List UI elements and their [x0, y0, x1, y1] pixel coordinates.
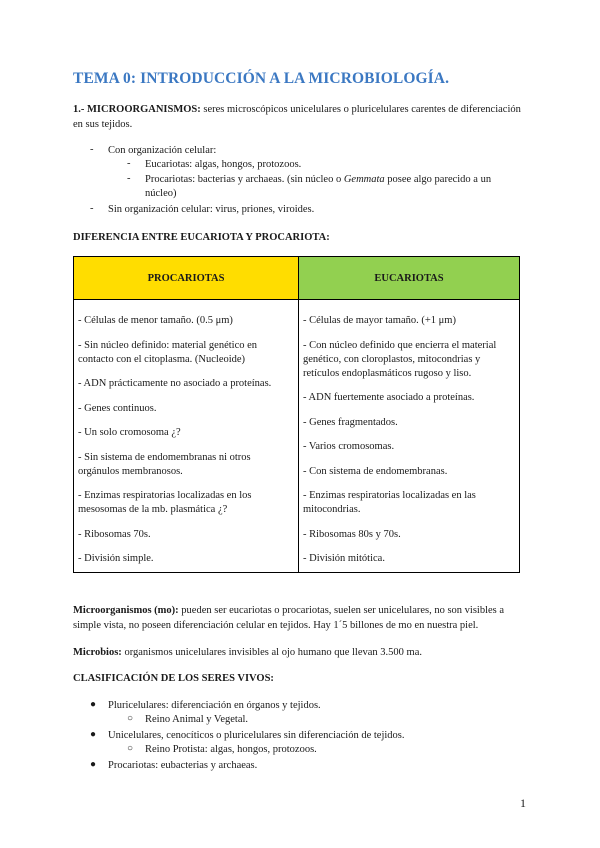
circle-bullet-icon: ○	[127, 713, 134, 724]
mo-label: Microorganismos (mo):	[73, 605, 179, 616]
table-row: - Ribosomas 80s y 70s.	[303, 528, 401, 540]
gemmata-term: Gemmata	[343, 174, 385, 185]
section1-text: seres microscópicos unicelulares o pluricelulares carentes de diferenciación en sus tejidos.	[73, 104, 521, 130]
list-item: Pluricelulares: diferenciación en órganos y tejidos.	[108, 700, 321, 711]
table-row: - División mitótica.	[303, 553, 385, 564]
table-row: - Células de menor tamaño. (0.5 μm)	[78, 315, 233, 326]
table-row: - Genes continuos.	[78, 402, 157, 414]
table-row: - Un solo cromosoma ¿?	[78, 427, 181, 438]
header-procariotas: PROCARIOTAS	[74, 257, 299, 300]
table-row: - Ribosomas 70s.	[78, 528, 151, 540]
microbios-text: organismos unicelulares invisibles al ojo humano que llevan 3.500 ma.	[121, 647, 422, 658]
eucariotas-cell	[299, 300, 520, 573]
table-row: - Sin sistema de endomembranas ni otros orgánulos membranosos.	[78, 451, 251, 477]
clasif-heading: CLASIFICACIÓN DE LOS SERES VIVOS:	[73, 673, 274, 684]
list-item: Reino Protista: algas, hongos, protozoos.	[145, 744, 317, 755]
circle-bullet-icon: ○	[127, 743, 134, 754]
table-row: - ADN prácticamente no asociado a proteínas.	[78, 378, 272, 389]
table-row: - Enzimas respiratorias localizadas en las mitocondrias.	[303, 490, 476, 515]
comparison-table	[73, 256, 520, 573]
mo-paragraph	[73, 603, 521, 633]
table-row: - División simple.	[78, 553, 154, 564]
mo-text: pueden ser eucariotas o procariotas, suelen ser unicelulares, no son visibles a simple vista, no poseen diferenciación celular en tejidos. Hay 1´5 billones de mo en nuestra piel.	[73, 605, 505, 631]
table-row: - Con núcleo definido que encierra el material genético, con cloroplastos, mitocondrias y retículos endoplasmáticos rugoso y liso.	[303, 339, 497, 379]
list-item: Eucariotas: algas, hongos, protozoos.	[145, 159, 302, 170]
microbios-paragraph	[73, 645, 523, 660]
table-row: - Con sistema de endomembranas.	[303, 465, 448, 477]
header-eucariotas: EUCARIOTAS	[299, 257, 520, 300]
page-title: TEMA 0: INTRODUCCIÓN A LA MICROBIOLOGÍA.	[73, 70, 450, 87]
table-row: - ADN fuertemente asociado a proteínas.	[303, 392, 475, 403]
microbios-label: Microbios:	[73, 647, 122, 658]
bullet-icon: ●	[90, 759, 97, 770]
bullet-icon: ●	[90, 729, 97, 740]
list-item: Unicelulares, cenocíticos o pluricelulares sin diferenciación de tejidos.	[108, 730, 405, 741]
list-item: Con organización celular:	[108, 145, 217, 156]
table-row: - Varios cromosomas.	[303, 441, 395, 452]
list-item: Procariotas: bacterias y archaeas. (sin núcleo o Gemmata posee algo parecido a un núcleo)	[145, 174, 492, 199]
table-row: - Enzimas respiratorias localizadas en los mesosomas de la mb. plasmática ¿?	[78, 490, 252, 515]
table-row: - Células de mayor tamaño. (+1 μm)	[303, 315, 456, 326]
bullet-icon: ●	[90, 699, 97, 710]
section1-paragraph	[73, 102, 523, 132]
page-number: 1	[520, 796, 526, 810]
list-item: Reino Animal y Vegetal.	[145, 714, 249, 725]
procariotas-cell	[74, 300, 299, 573]
table-row: - Sin núcleo definido: material genético en contacto con el citoplasma. (Nucleoide)	[78, 339, 258, 365]
list-item: Sin organización celular: virus, priones, viroides.	[108, 204, 315, 215]
diff-heading: DIFERENCIA ENTRE EUCARIOTA Y PROCARIOTA:	[73, 232, 330, 243]
list-item: Procariotas: eubacterias y archaeas.	[108, 760, 258, 771]
section1-label: 1.- MICROORGANISMOS:	[73, 104, 201, 115]
table-row: - Genes fragmentados.	[303, 416, 398, 428]
